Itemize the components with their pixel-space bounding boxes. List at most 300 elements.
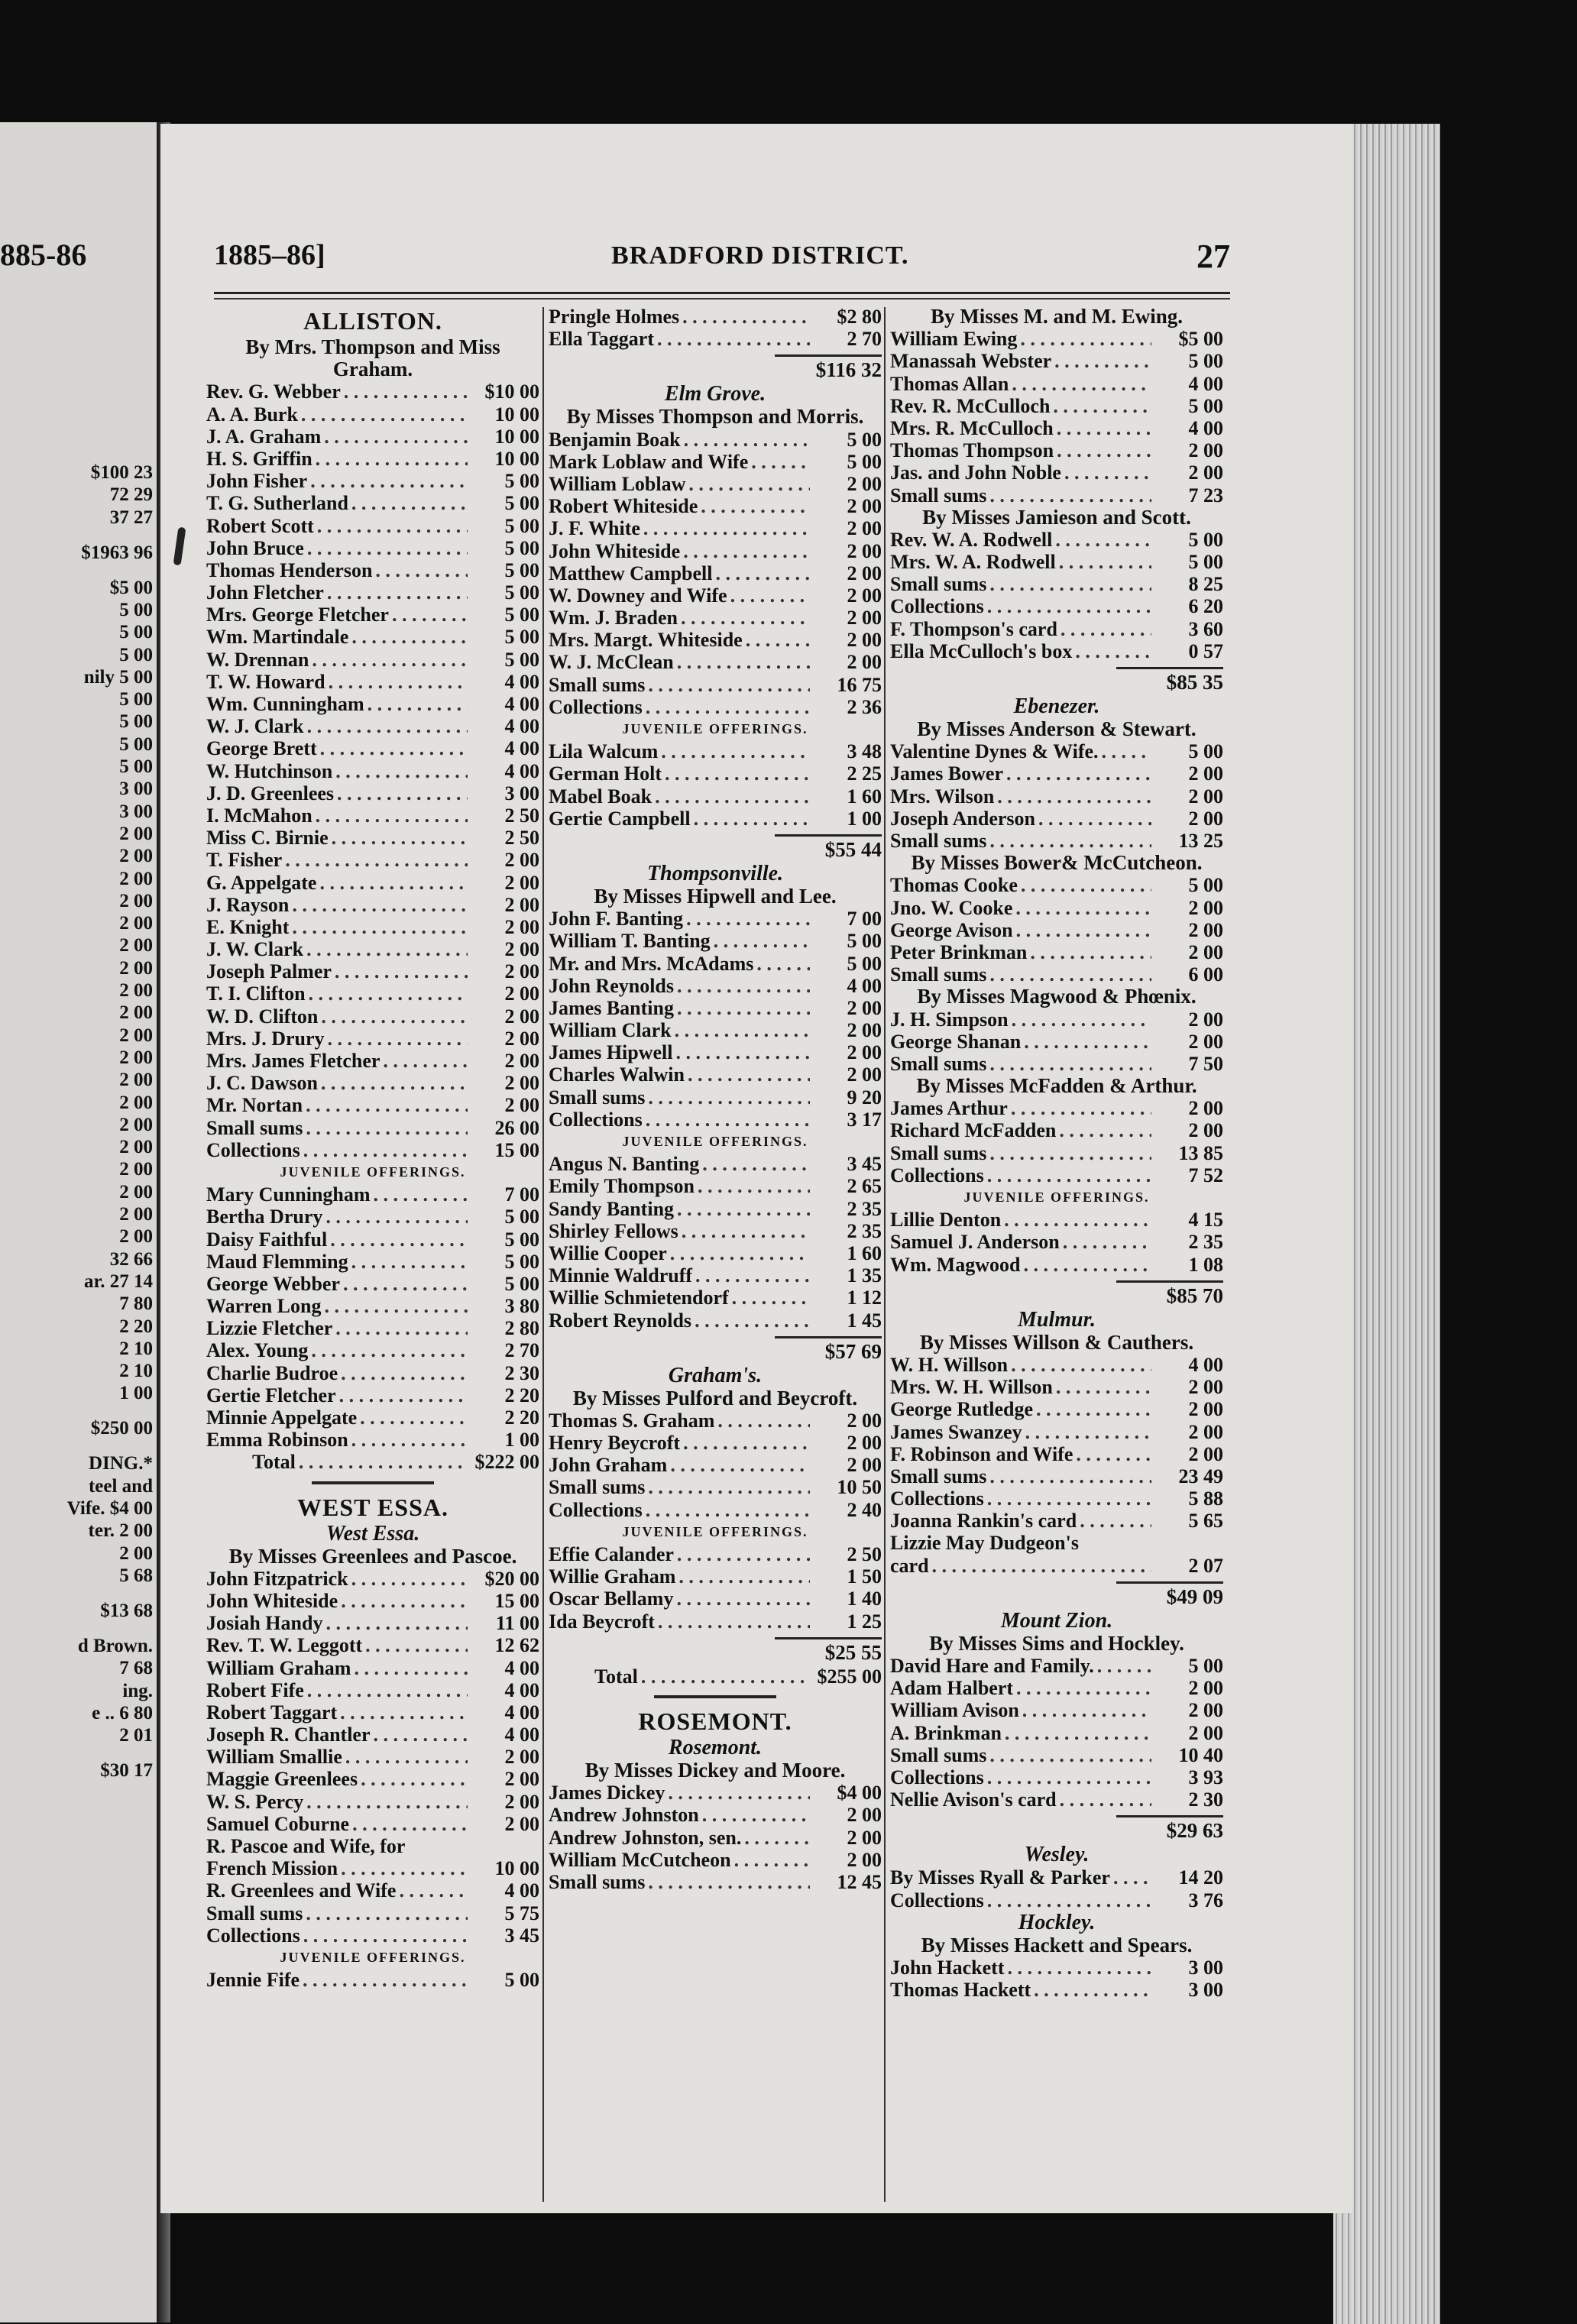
leader-dots <box>311 1339 468 1361</box>
donor-name: Joseph R. Chantler <box>206 1724 371 1746</box>
leader-dots <box>732 1287 810 1309</box>
subsection-title: Thompsonville. <box>646 861 784 885</box>
subscription-row <box>890 830 1223 852</box>
leader-dots <box>682 306 810 328</box>
section-separator <box>654 1695 776 1698</box>
donor-name: Robert Scott <box>206 514 314 537</box>
leader-dots <box>1080 1510 1151 1532</box>
donation-amount: 4 00 <box>504 1701 539 1724</box>
leader-dots <box>670 1242 810 1264</box>
subscription-row <box>206 1634 539 1656</box>
donation-amount: 2 00 <box>504 960 539 983</box>
subscription-row <box>206 1117 539 1139</box>
leader-dots <box>702 1804 810 1826</box>
subscription-row <box>206 1813 539 1835</box>
leader-dots <box>684 429 810 451</box>
donation-amount: 2 00 <box>847 1804 882 1827</box>
donor-name: Small sums <box>206 1902 303 1924</box>
donation-amount: 3 45 <box>847 1153 882 1176</box>
donor-name: John Whiteside <box>549 539 681 562</box>
subscription-row <box>890 808 1223 830</box>
left-page-line: $1963 96 <box>81 542 153 563</box>
collectors-line: By Misses Dickey and Moore. <box>584 1758 846 1782</box>
donor-name: Small sums <box>549 1086 646 1109</box>
donation-amount: 4 00 <box>1188 372 1223 395</box>
left-page-line: 2 00 <box>119 868 153 889</box>
donation-amount: 3 00 <box>1188 1956 1223 1979</box>
leader-dots <box>292 916 468 938</box>
subscription-row <box>206 1969 539 1991</box>
subscription-row <box>206 916 539 938</box>
subscription-row <box>890 417 1223 439</box>
total-row <box>549 1665 882 1688</box>
subscription-row <box>206 960 539 982</box>
donation-amount: 15 00 <box>494 1138 539 1161</box>
subscription-row <box>890 551 1223 573</box>
subtotal-amount: $57 69 <box>824 1339 882 1363</box>
leader-dots <box>1016 919 1151 941</box>
leader-dots <box>1036 1398 1151 1420</box>
collectors-line: By Misses Hipwell and Lee. <box>594 884 837 908</box>
leader-dots <box>351 1568 468 1590</box>
donation-amount: 4 00 <box>504 1724 539 1746</box>
donation-amount: 2 00 <box>1188 1376 1223 1399</box>
donor-name: W. H. Willson <box>890 1353 1009 1376</box>
leader-dots <box>352 1813 468 1835</box>
donation-amount: 10 00 <box>494 425 539 448</box>
donor-name: Angus N. Banting <box>549 1153 700 1176</box>
subscription-row <box>890 1744 1223 1766</box>
donation-amount: 2 00 <box>1188 1699 1223 1722</box>
leader-dots <box>303 1969 468 1991</box>
donor-name: Collections <box>890 1164 984 1186</box>
donation-amount: 5 00 <box>504 1969 539 1992</box>
left-page-line: 2 00 <box>119 1114 153 1135</box>
donation-amount: 5 00 <box>847 450 882 473</box>
donor-name: George Brett <box>206 737 317 760</box>
donor-name: Mrs. Wilson <box>890 785 995 808</box>
leader-dots <box>383 1050 468 1072</box>
leader-dots <box>1063 1231 1151 1253</box>
subscription-row <box>206 1835 539 1857</box>
subscription-row <box>206 1094 539 1116</box>
subscription-row <box>549 1264 882 1287</box>
leader-dots <box>307 537 468 559</box>
left-page-line: ter. 2 00 <box>88 1520 153 1542</box>
donation-amount: 5 00 <box>1188 1655 1223 1678</box>
column-divider <box>884 307 886 2202</box>
donation-amount: 5 00 <box>1188 394 1223 417</box>
section-title: ROSEMONT. <box>638 1707 792 1735</box>
leader-dots <box>997 785 1151 808</box>
donor-name: Gertie Campbell <box>549 807 691 830</box>
header-title: BRADFORD DISTRICT. <box>611 241 909 270</box>
donation-amount: 3 00 <box>1188 1979 1223 2002</box>
donation-amount: 0 57 <box>1188 639 1223 662</box>
leader-dots <box>646 1109 810 1131</box>
donation-amount: 2 00 <box>504 1746 539 1769</box>
leader-dots <box>1015 897 1151 919</box>
donor-name: Joseph Anderson <box>890 807 1035 830</box>
donation-amount: 2 70 <box>847 328 882 351</box>
donation-amount: 3 80 <box>504 1295 539 1318</box>
donor-name: E. Knight <box>206 915 290 938</box>
subsection-title: Graham's. <box>668 1363 763 1387</box>
left-page-line: 3 00 <box>119 801 153 822</box>
donation-amount: 1 08 <box>1188 1253 1223 1276</box>
subscription-row <box>206 1206 539 1228</box>
donor-name: Collections <box>890 595 984 618</box>
subscription-row <box>206 1679 539 1701</box>
donor-name: James Bower <box>890 762 1004 785</box>
donor-name: Jno. W. Cooke <box>890 896 1013 919</box>
column-2 <box>549 306 882 1893</box>
donor-name: Pringle Holmes <box>549 306 680 328</box>
donor-name: J. A. Graham <box>206 425 322 448</box>
leader-dots <box>307 1679 468 1701</box>
leader-dots <box>670 1454 810 1476</box>
donor-name: Minnie Appelgate <box>206 1406 358 1429</box>
donor-name: Mark Loblaw and Wife <box>549 450 749 473</box>
left-page-line: 2 00 <box>119 1226 153 1248</box>
subscription-row <box>890 1532 1223 1554</box>
subscription-row <box>890 595 1223 617</box>
subscription-row <box>206 1590 539 1612</box>
subscription-row <box>890 963 1223 986</box>
donor-name: John Whiteside <box>206 1589 338 1612</box>
donor-name: Lillie Denton <box>890 1209 1002 1232</box>
donation-amount: 2 00 <box>847 517 882 540</box>
donor-name: Effie Calander <box>549 1543 674 1566</box>
leader-dots <box>299 1451 468 1473</box>
donor-name: H. S. Griffin <box>206 447 312 470</box>
left-page-line: 7 80 <box>119 1293 153 1315</box>
leader-dots <box>1012 1008 1151 1031</box>
donor-name: J. F. White <box>549 517 640 540</box>
donor-name: Valentine Dynes & Wife. <box>890 740 1099 763</box>
donation-amount: 5 00 <box>504 1272 539 1295</box>
donor-name: Mr. and Mrs. McAdams <box>549 952 754 975</box>
donation-amount: 23 49 <box>1178 1465 1223 1487</box>
subscription-row <box>890 1376 1223 1398</box>
leader-dots <box>677 997 810 1019</box>
subscription-row <box>549 1410 882 1432</box>
leader-dots <box>351 626 468 648</box>
donation-amount: 5 00 <box>504 514 539 537</box>
leader-dots <box>987 1164 1151 1186</box>
subscription-row <box>206 804 539 827</box>
leader-dots <box>682 1220 810 1242</box>
subscription-row <box>206 1791 539 1813</box>
donor-name: James Swanzey <box>890 1420 1022 1443</box>
subscription-row <box>549 473 882 495</box>
donation-amount: 2 00 <box>504 938 539 961</box>
left-page-line: 2 00 <box>119 913 153 934</box>
donation-amount: 12 62 <box>494 1634 539 1657</box>
subscription-row <box>206 982 539 1005</box>
donation-amount: 1 60 <box>847 1241 882 1264</box>
left-page-line: $100 23 <box>90 462 153 483</box>
leader-dots <box>1053 395 1151 417</box>
subscription-row <box>890 919 1223 941</box>
donation-amount: 5 00 <box>1188 874 1223 897</box>
left-page-line: 3 00 <box>119 778 153 800</box>
donation-amount: 5 00 <box>847 952 882 975</box>
subscription-row <box>206 1429 539 1451</box>
subscription-row <box>890 1209 1223 1231</box>
donation-amount: 1 60 <box>847 785 882 808</box>
donation-amount: 6 20 <box>1188 595 1223 618</box>
donation-amount: 10 00 <box>494 403 539 426</box>
leader-dots <box>374 1183 468 1206</box>
donation-amount: $5 00 <box>1178 328 1223 351</box>
subscription-row <box>890 897 1223 919</box>
donor-name: J. W. Clark <box>206 938 304 961</box>
leader-dots <box>310 470 468 492</box>
donation-amount: 2 30 <box>1188 1788 1223 1811</box>
left-page-line: $30 17 <box>100 1760 153 1782</box>
subscription-row <box>206 403 539 426</box>
leader-dots <box>665 762 810 785</box>
left-page-line: ing. <box>122 1680 153 1701</box>
donation-amount: 15 00 <box>494 1589 539 1612</box>
donation-amount: 26 00 <box>494 1116 539 1139</box>
subscription-row <box>890 1398 1223 1420</box>
subscription-row <box>206 872 539 894</box>
donor-name: Maud Flemming <box>206 1250 348 1273</box>
total-label: Total <box>594 1665 638 1688</box>
donor-name: Charlie Budroe <box>206 1361 338 1384</box>
left-page-line: 2 00 <box>119 980 153 1001</box>
subscription-row <box>206 849 539 871</box>
donor-name: William Clark <box>549 1019 672 1042</box>
donor-name: Emily Thompson <box>549 1175 695 1198</box>
donation-amount: 9 20 <box>847 1086 882 1109</box>
subscription-row <box>549 1309 882 1332</box>
leader-dots <box>648 1086 810 1109</box>
subscription-row <box>890 1957 1223 1979</box>
donation-amount: 2 25 <box>847 762 882 785</box>
donation-amount: 2 00 <box>1188 1677 1223 1700</box>
leader-dots <box>317 515 468 537</box>
donor-name: Robert Fife <box>206 1678 304 1701</box>
leader-dots <box>303 1924 468 1947</box>
leader-dots <box>683 1432 810 1454</box>
subscription-row <box>206 426 539 448</box>
donation-amount: 1 35 <box>847 1264 882 1287</box>
collectors-line: By Mrs. Thompson and Miss Graham. <box>245 335 500 381</box>
subtotal-amount: $85 70 <box>1166 1283 1223 1307</box>
subscription-row <box>890 1866 1223 1889</box>
subscription-row <box>549 1109 882 1131</box>
leader-dots <box>316 804 468 827</box>
left-page-line: DING.* <box>88 1453 153 1474</box>
left-page-line: 5 00 <box>119 733 153 755</box>
subscription-row <box>206 1139 539 1161</box>
page <box>160 124 1352 2213</box>
subscription-row <box>549 1041 882 1063</box>
subscription-row <box>206 1384 539 1406</box>
donation-amount: 2 35 <box>1188 1231 1223 1254</box>
subscription-row <box>549 495 882 517</box>
donor-name: Ella Taggart <box>549 328 654 351</box>
leader-dots <box>332 827 468 849</box>
donation-amount: 2 00 <box>504 871 539 894</box>
left-page-line: 2 00 <box>119 846 153 867</box>
donor-name: Robert Whiteside <box>549 495 698 518</box>
collectors-line: By Misses Jamieson and Scott. <box>922 505 1191 529</box>
leader-dots <box>1076 1443 1151 1465</box>
leader-dots <box>989 830 1151 852</box>
left-page-line: 2 20 <box>119 1316 153 1337</box>
subscription-row <box>549 1287 882 1309</box>
donor-name: John Bruce <box>206 536 304 559</box>
subscription-row <box>890 762 1223 785</box>
donation-amount: 12 45 <box>837 1870 882 1893</box>
subscription-row <box>549 306 882 328</box>
subsection-title: Mount Zion. <box>1000 1608 1113 1633</box>
donor-name: French Mission <box>206 1857 338 1880</box>
donor-name: William Avison <box>890 1699 1019 1722</box>
donor-name: Collections <box>890 1487 984 1510</box>
donation-amount: 4 00 <box>504 693 539 716</box>
left-page-line: 72 29 <box>109 484 153 506</box>
donor-name: Collections <box>549 695 643 718</box>
left-page-line: 5 00 <box>119 756 153 777</box>
donation-amount: 2 00 <box>504 1005 539 1028</box>
donor-name: William Graham <box>206 1656 351 1679</box>
donor-name: Small sums <box>890 1465 987 1487</box>
leader-dots <box>695 1309 810 1332</box>
leader-dots <box>987 1487 1151 1510</box>
donation-amount: 7 23 <box>1188 484 1223 507</box>
subscription-row <box>890 1008 1223 1031</box>
left-page-line: 2 10 <box>119 1338 153 1359</box>
leader-dots <box>321 1005 468 1028</box>
donation-amount: 2 20 <box>504 1384 539 1406</box>
donation-amount: 2 00 <box>1188 940 1223 963</box>
leader-dots <box>1056 1376 1151 1398</box>
leader-dots <box>335 960 468 982</box>
subscription-row <box>549 1198 882 1220</box>
subscription-row <box>549 674 882 696</box>
donor-name: Emma Robinson <box>206 1429 348 1452</box>
donation-amount: 2 07 <box>1188 1554 1223 1577</box>
donation-amount: 4 00 <box>504 715 539 738</box>
donation-amount: 5 00 <box>1188 528 1223 551</box>
donation-amount: 11 00 <box>495 1612 539 1635</box>
donation-amount: 7 52 <box>1188 1164 1223 1186</box>
donation-amount: 2 00 <box>1188 1030 1223 1053</box>
collectors-line: By Misses Sims and Hockley. <box>929 1631 1184 1655</box>
left-page-line: 5 00 <box>119 689 153 710</box>
donor-name: Bertha Drury <box>206 1206 323 1228</box>
donation-amount: 2 35 <box>847 1219 882 1242</box>
collectors-line: By Misses Hackett and Spears. <box>921 1933 1193 1957</box>
subscription-row <box>206 693 539 715</box>
juvenile-offerings-heading: JUVENILE OFFERINGS. <box>622 1134 808 1150</box>
left-page-line: 2 00 <box>119 1024 153 1046</box>
subscription-row <box>890 1722 1223 1744</box>
subscription-row <box>206 1005 539 1028</box>
donation-amount: 2 00 <box>504 915 539 938</box>
donor-name: F. Robinson and Wife <box>890 1442 1073 1465</box>
subscription-row <box>206 1406 539 1429</box>
subscription-row <box>206 1568 539 1590</box>
donor-name: Shirley Fellows <box>549 1219 678 1242</box>
left-page-line: 2 00 <box>119 935 153 956</box>
leader-dots <box>676 1041 811 1063</box>
leader-dots <box>989 573 1151 595</box>
donor-name: G. Appelgate <box>206 871 317 894</box>
left-page-header: 885-86 <box>0 238 87 272</box>
donation-amount: 4 00 <box>1188 416 1223 439</box>
leader-dots <box>683 540 810 562</box>
donation-amount: 1 40 <box>847 1588 882 1610</box>
donation-amount: 3 45 <box>504 1924 539 1947</box>
subscription-row <box>890 740 1223 762</box>
leader-dots <box>1022 1699 1151 1721</box>
donation-amount: 2 00 <box>1188 1097 1223 1120</box>
leader-dots <box>1004 1209 1151 1231</box>
leader-dots <box>319 872 468 894</box>
subscription-row <box>890 1788 1223 1811</box>
subscription-row <box>890 1231 1223 1253</box>
subscription-row <box>890 484 1223 507</box>
donor-name: Mrs. James Fletcher <box>206 1050 380 1073</box>
leader-dots <box>307 715 468 737</box>
subscription-row <box>890 1142 1223 1164</box>
leader-dots <box>688 1063 810 1086</box>
donor-name: Wm. J. Braden <box>549 607 678 630</box>
subscription-row <box>890 1510 1223 1532</box>
donor-name: Thomas Henderson <box>206 558 373 581</box>
subscription-row <box>549 1871 882 1893</box>
subscription-row <box>890 1465 1223 1487</box>
leader-dots <box>1097 1655 1151 1677</box>
donor-name: Collections <box>206 1924 300 1947</box>
donor-name: J. C. Dawson <box>206 1072 318 1095</box>
donor-name: Jennie Fife <box>206 1969 300 1992</box>
subscription-row <box>549 1782 882 1804</box>
leader-dots <box>989 1465 1151 1487</box>
donor-name: Wm. Martindale <box>206 626 349 649</box>
donor-name: Small sums <box>890 1141 987 1164</box>
leader-dots <box>751 451 810 473</box>
donor-name: Gertie Fletcher <box>206 1384 336 1406</box>
subscription-row <box>890 1421 1223 1443</box>
donation-amount: 5 00 <box>504 1206 539 1228</box>
donor-name: Warren Long <box>206 1295 322 1318</box>
donor-name: Rev. T. W. Leggott <box>206 1634 363 1657</box>
leader-dots <box>932 1555 1151 1577</box>
subscription-row <box>206 626 539 648</box>
subscription-row <box>206 671 539 693</box>
donor-name: John Reynolds <box>549 974 674 997</box>
donor-name: Rev. W. A. Rodwell <box>890 528 1053 551</box>
donation-amount: 2 00 <box>847 562 882 584</box>
leader-dots <box>694 808 810 830</box>
donor-name: Thomas S. Graham <box>549 1409 715 1432</box>
donation-amount: 2 40 <box>847 1498 882 1521</box>
leader-dots <box>340 1701 468 1724</box>
collectors-line: By Misses Thompson and Morris. <box>566 405 864 429</box>
donor-name: John F. Banting <box>549 908 684 931</box>
donation-amount: 2 00 <box>847 996 882 1019</box>
leader-dots <box>1059 1119 1151 1141</box>
subscription-row <box>206 537 539 559</box>
subscription-row <box>890 1031 1223 1053</box>
